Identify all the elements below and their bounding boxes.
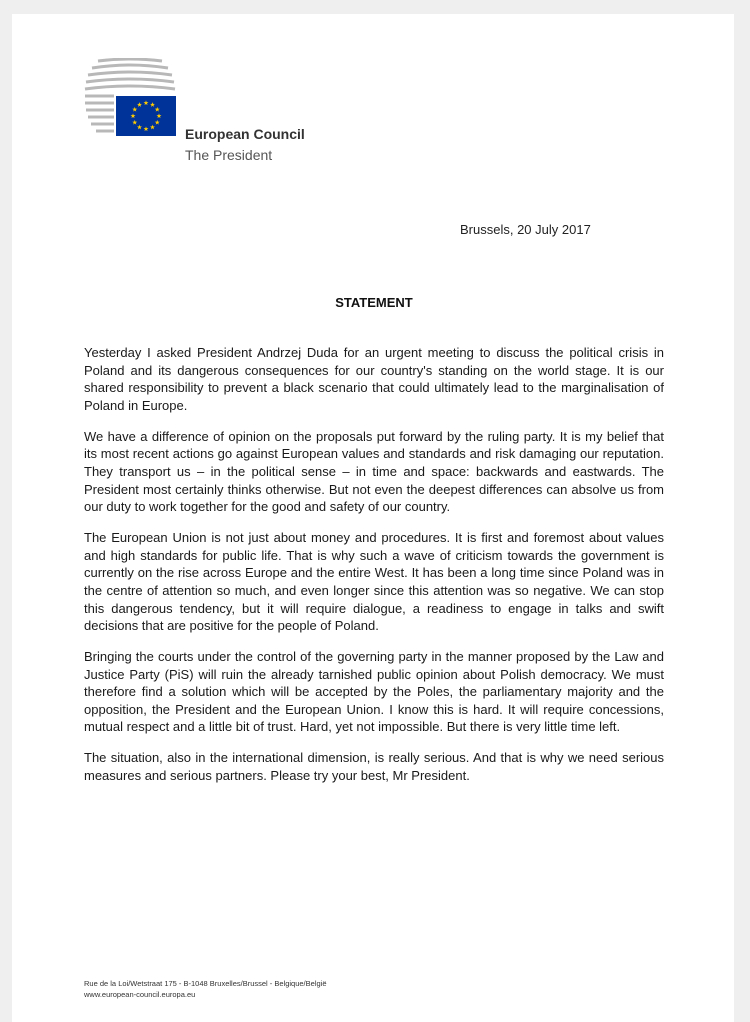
footer bbox=[84, 978, 327, 1000]
statement-date: Brussels, 20 July 2017 bbox=[460, 222, 591, 237]
organization-block bbox=[185, 124, 305, 166]
paragraph: The European Union is not just about money and procedures. It is first and foremost about values and high standards for public life. That is why such a wave of criticism towards the government is currently on the rise across Europe and the entire West. It has been a long time since Poland was in the centre of attention so much, and even longer since this attention was so negative. We can stop this dangerous tendency, but it will require dialogue, a readiness to engage in talks and swift decisions that are positive for the people of Poland. bbox=[84, 530, 664, 634]
organization-name: European Council bbox=[185, 126, 305, 142]
footer-website: www.european-council.europa.eu bbox=[84, 990, 196, 999]
document-title: STATEMENT bbox=[335, 295, 413, 310]
paragraph: We have a difference of opinion on the proposals put forward by the ruling party. It is my belief that its most recent actions go against European values and standards and risk damaging our reputation. They transport us – in the political sense – in time and space: backwards and eastwards. The President most certainly thinks otherwise. But not even the deepest differences can absolve us from our duty to work together for the good and safety of our country. bbox=[84, 428, 664, 515]
european-council-logo-icon bbox=[84, 58, 176, 140]
organization-subtitle: The President bbox=[185, 147, 273, 163]
footer-address: Rue de la Loi/Wetstraat 175 - B-1048 Bruxelles/Brussel - Belgique/België bbox=[84, 979, 327, 988]
paragraph: Yesterday I asked President Andrzej Duda for an urgent meeting to discuss the political crisis in Poland and its dangerous consequences for our country's standing on the world stage. It is our shared responsibility to prevent a black scenario that could ultimately lead to the marginalisation of Poland in Europe. bbox=[84, 345, 664, 413]
statement-body bbox=[84, 344, 664, 798]
paragraph: The situation, also in the international dimension, is really serious. And that is why we need serious measures and serious partners. Please try your best, Mr President. bbox=[84, 750, 664, 784]
paragraph: Bringing the courts under the control of the governing party in the manner proposed by the Law and Justice Party (PiS) will ruin the already tarnished public opinion about Polish democracy. We must therefore find a solution which will be accepted by the Poles, the parliamentary majority and the opposition, the President and the European Union. I know this is hard. It will require concessions, mutual respect and a little bit of trust. Hard, yet not impossible. But there is very little time left. bbox=[84, 649, 664, 735]
